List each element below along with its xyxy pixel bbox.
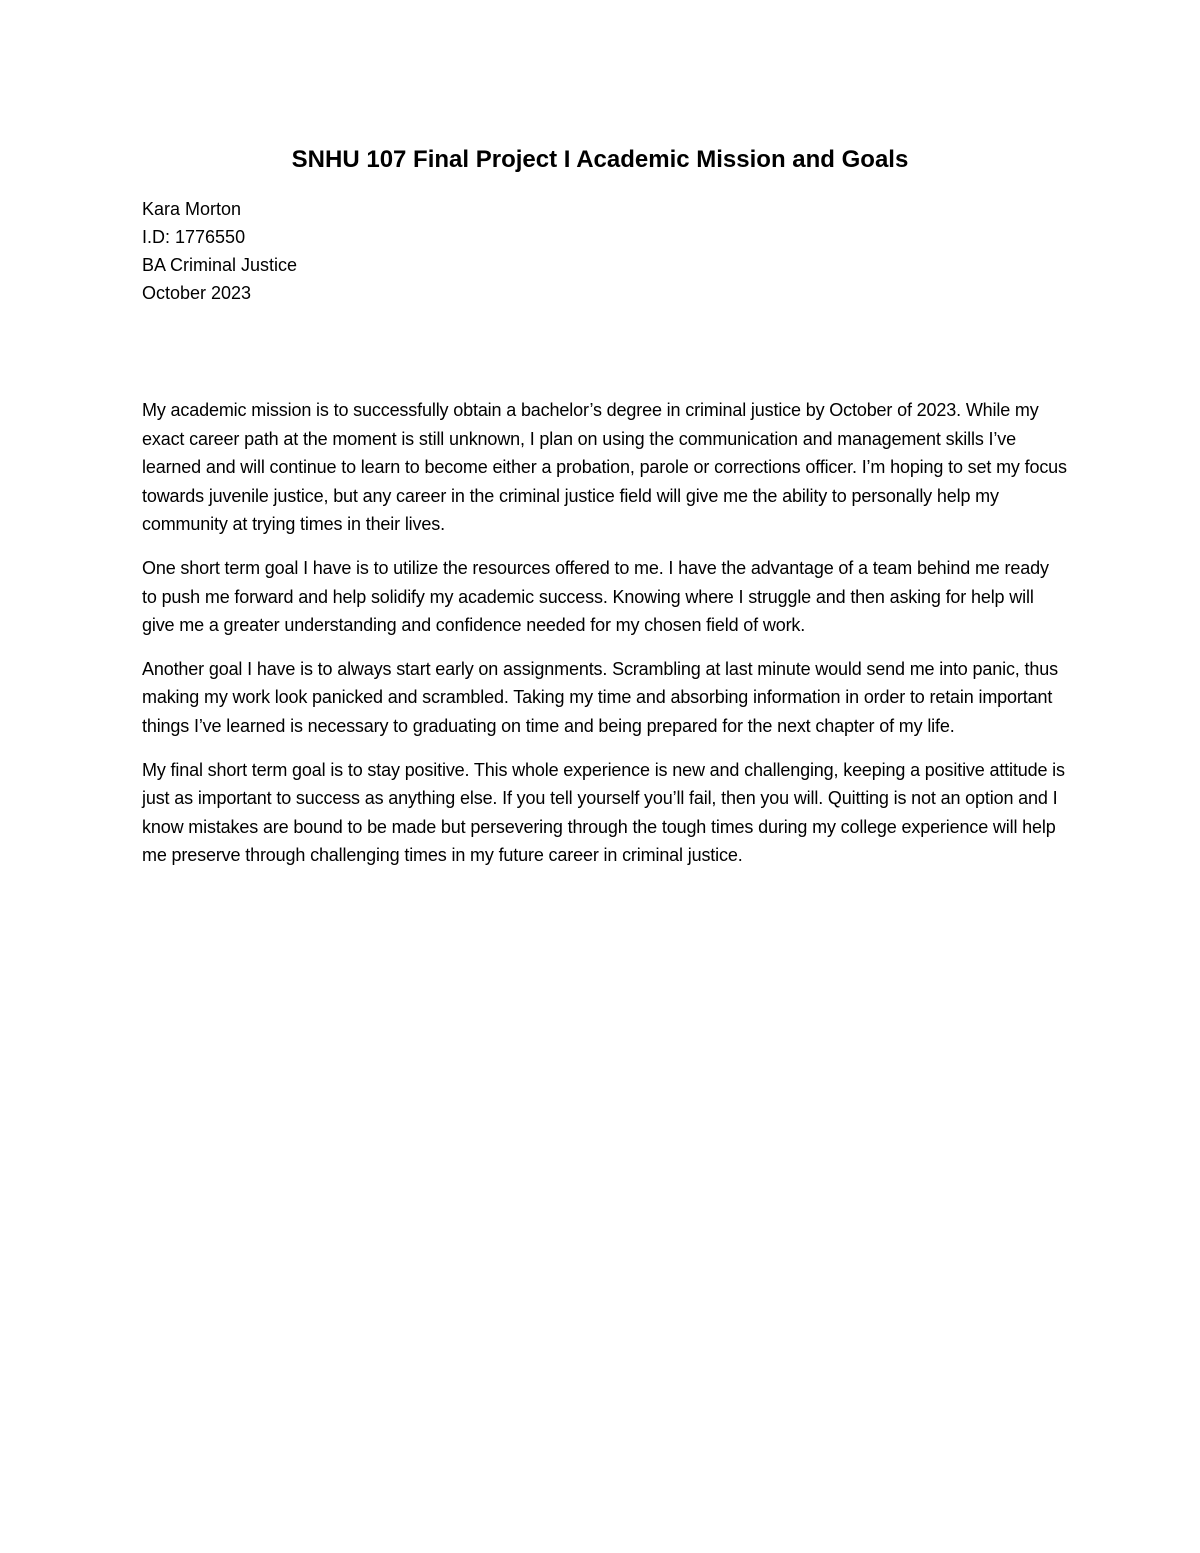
author-info-block: [142, 195, 297, 307]
paragraph-goal-stay-positive: My final short term goal is to stay positive. This whole experience is new and challenging, keeping a positive attitude is just as important to success as anything else. If you tell yourself you’ll fail, then you will. Quitting is not an option and I know mistakes are bound to be made but persevering through the tough times during my college experience will help me preserve through challenging times in my future career in criminal justice.: [142, 759, 1065, 866]
degree-program: BA Criminal Justice: [142, 255, 298, 275]
student-id: I.D: 1776550: [142, 227, 246, 247]
paragraph-academic-mission: My academic mission is to successfully obtain a bachelor’s degree in criminal justice by October of 2023. While my exact career path at the moment is still unknown, I plan on using the communication and management skills I’ve learned and will continue to learn to become either a probation, parole or corrections officer. I’m hoping to set my focus towards juvenile justice, but any career in the criminal justice field will give me the ability to personally help my community at trying times in their lives.: [142, 400, 1067, 535]
paragraph-goal-resources: One short term goal I have is to utilize the resources offered to me. I have the advantage of a team behind me ready to push me forward and help solidify my academic success. Knowing where I struggle and then asking for help will give me a greater understanding and confidence needed for my chosen field of work.: [142, 557, 1049, 636]
document-title: SNHU 107 Final Project I Academic Mission and Goals: [291, 146, 909, 173]
document-body: [142, 396, 1067, 885]
document-date: October 2023: [142, 283, 252, 303]
paragraph-goal-start-early: Another goal I have is to always start early on assignments. Scrambling at last minute would send me into panic, thus making my work look panicked and scrambled. Taking my time and absorbing information in order to retain important things I’ve learned is necessary to graduating on time and being prepared for the next chapter of my life.: [142, 658, 1058, 736]
author-name: Kara Morton: [142, 199, 242, 219]
